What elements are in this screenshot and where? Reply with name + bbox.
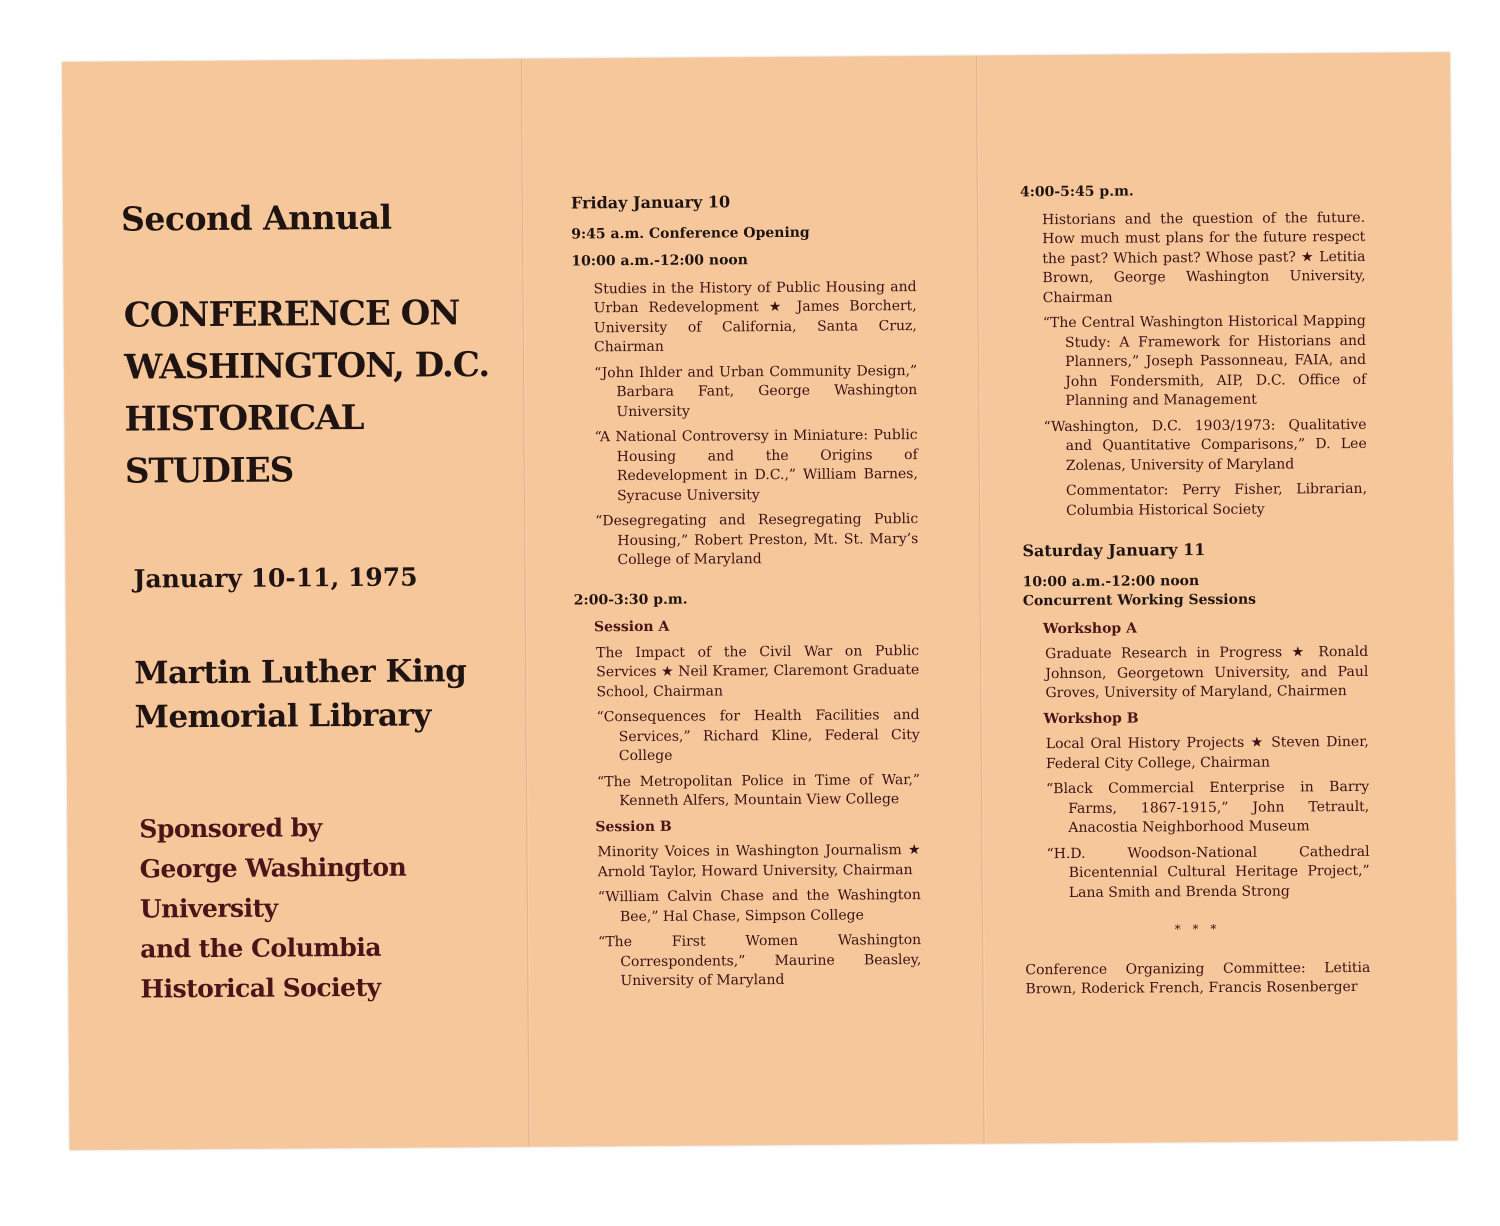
program-entry: Minority Voices in Washington Journalism ★ Arnold Taylor, Howard University, Chairman	[597, 842, 921, 880]
program-entry: “A National Controversy in Miniature: Public Housing and the Origins of Redevelopment in D.C.,” William Barnes, Syracuse University	[594, 427, 918, 504]
program-entry: “Washington, D.C. 1903/1973: Qualitative and Quantitative Comparisons,” D. Lee Zolenas, University of Maryland	[1043, 416, 1367, 474]
saturday-panel	[977, 52, 1458, 1143]
title-line: CONFERENCE ON	[123, 293, 460, 336]
saturday-program	[1020, 181, 1371, 1000]
time-heading: 2:00-3:30 p.m.	[573, 591, 688, 608]
program-entry: Historians and the question of the future. How much must plans for the future respect the past? Which past? Whose past? ★ Letitia Brown, George Washington University, Chairman	[1042, 209, 1366, 306]
day-heading: Friday January 10	[570, 192, 731, 213]
day-heading: Saturday January 11	[1022, 540, 1206, 561]
sponsor-line: Sponsored by	[139, 813, 322, 844]
program-entry: “Consequences for Health Facilities and Services,” Richard Kline, Federal City College	[596, 707, 920, 765]
program-entry: “The Metropolitan Police in Time of War,” Kenneth Alfers, Mountain View College	[596, 771, 921, 810]
venue-line: Martin Luther King	[134, 653, 467, 692]
time-heading: 9:45 a.m. Conference Opening	[571, 224, 810, 242]
title-line: STUDIES	[124, 450, 294, 492]
program-entry: “Black Commercial Enterprise in Barry Farms, 1867-1915,” John Tetrault, Anacostia Neighborhood Museum	[1046, 778, 1370, 836]
sponsor-block	[139, 808, 407, 1010]
time-heading: 10:00 a.m.-12:00 noon	[571, 252, 748, 270]
venue-line: Memorial Library	[134, 697, 431, 736]
brochure	[62, 52, 1458, 1150]
workshop-label: Workshop A	[1042, 620, 1137, 637]
conference-title	[124, 287, 490, 498]
program-entry: “The First Women Washington Correspondents,” Maurine Beasley, University of Maryland	[598, 932, 922, 990]
program-entry: The Impact of the Civil War on Public Services ★ Neil Kramer, Claremont Graduate School, Chairman	[596, 642, 920, 700]
program-entry: Graduate Research in Progress ★ Ronald Johnson, Georgetown University, and Paul Groves, University of Maryland, Chairmen	[1045, 643, 1369, 702]
session-label: Session A	[593, 618, 670, 636]
program-entry: Studies in the History of Public Housing and Urban Redevelopment ★ James Borchert, University of California, Santa Cruz, Chairman	[593, 278, 917, 356]
cover-panel	[62, 59, 530, 1150]
sponsor-line: George Washington	[139, 852, 407, 884]
time-heading: 10:00 a.m.-12:00 noon	[1022, 572, 1200, 590]
sponsor-line: and the Columbia	[140, 932, 382, 964]
program-entry: “Desegregating and Resegregating Public Housing,” Robert Preston, Mt. St. Mary’s College of Maryland	[595, 511, 919, 569]
sponsor-line: University	[139, 893, 278, 924]
session-label: Session B	[595, 818, 672, 835]
section-divider: * * *	[1174, 921, 1221, 937]
program-entry: “John Ihlder and Urban Community Design,” Barbara Fant, George Washington University	[594, 362, 918, 420]
conference-venue	[134, 649, 467, 739]
sponsor-line: Historical Society	[140, 972, 381, 1004]
program-entry: Local Oral History Projects ★ Steven Diner, Federal City College, Chairman	[1045, 733, 1369, 772]
sessions-subtitle: Concurrent Working Sessions	[1022, 591, 1257, 610]
conference-dates: January 10-11, 1975	[133, 562, 418, 594]
cover-subtitle: Second Annual	[120, 197, 392, 239]
friday-panel	[522, 56, 985, 1147]
program-entry: “H.D. Woodson-National Cathedral Bicentennial Cultural Heritage Project,” Lana Smith and Brenda Strong	[1046, 843, 1370, 901]
program-entry: “The Central Washington Historical Mapping Study: A Framework for Historians and Planners,” Joseph Passonneau, FAIA, and John Fondersmith, AIP, D.C. Office of Planning and Management	[1042, 312, 1367, 410]
title-line: WASHINGTON, D.C.	[123, 345, 490, 388]
organizing-committee: Conference Organizing Committee: Letitia Brown, Roderick French, Francis Rosenberger	[1025, 959, 1371, 998]
program-entry: “William Calvin Chase and the Washington Bee,” Hal Chase, Simpson College	[597, 887, 921, 925]
friday-program	[571, 191, 922, 998]
workshop-label: Workshop B	[1043, 710, 1139, 727]
title-line: HISTORICAL	[124, 397, 364, 440]
commentator-entry: Commentator: Perry Fisher, Librarian, Columbia Historical Society	[1065, 480, 1368, 519]
time-heading: 4:00-5:45 p.m.	[1019, 183, 1134, 201]
